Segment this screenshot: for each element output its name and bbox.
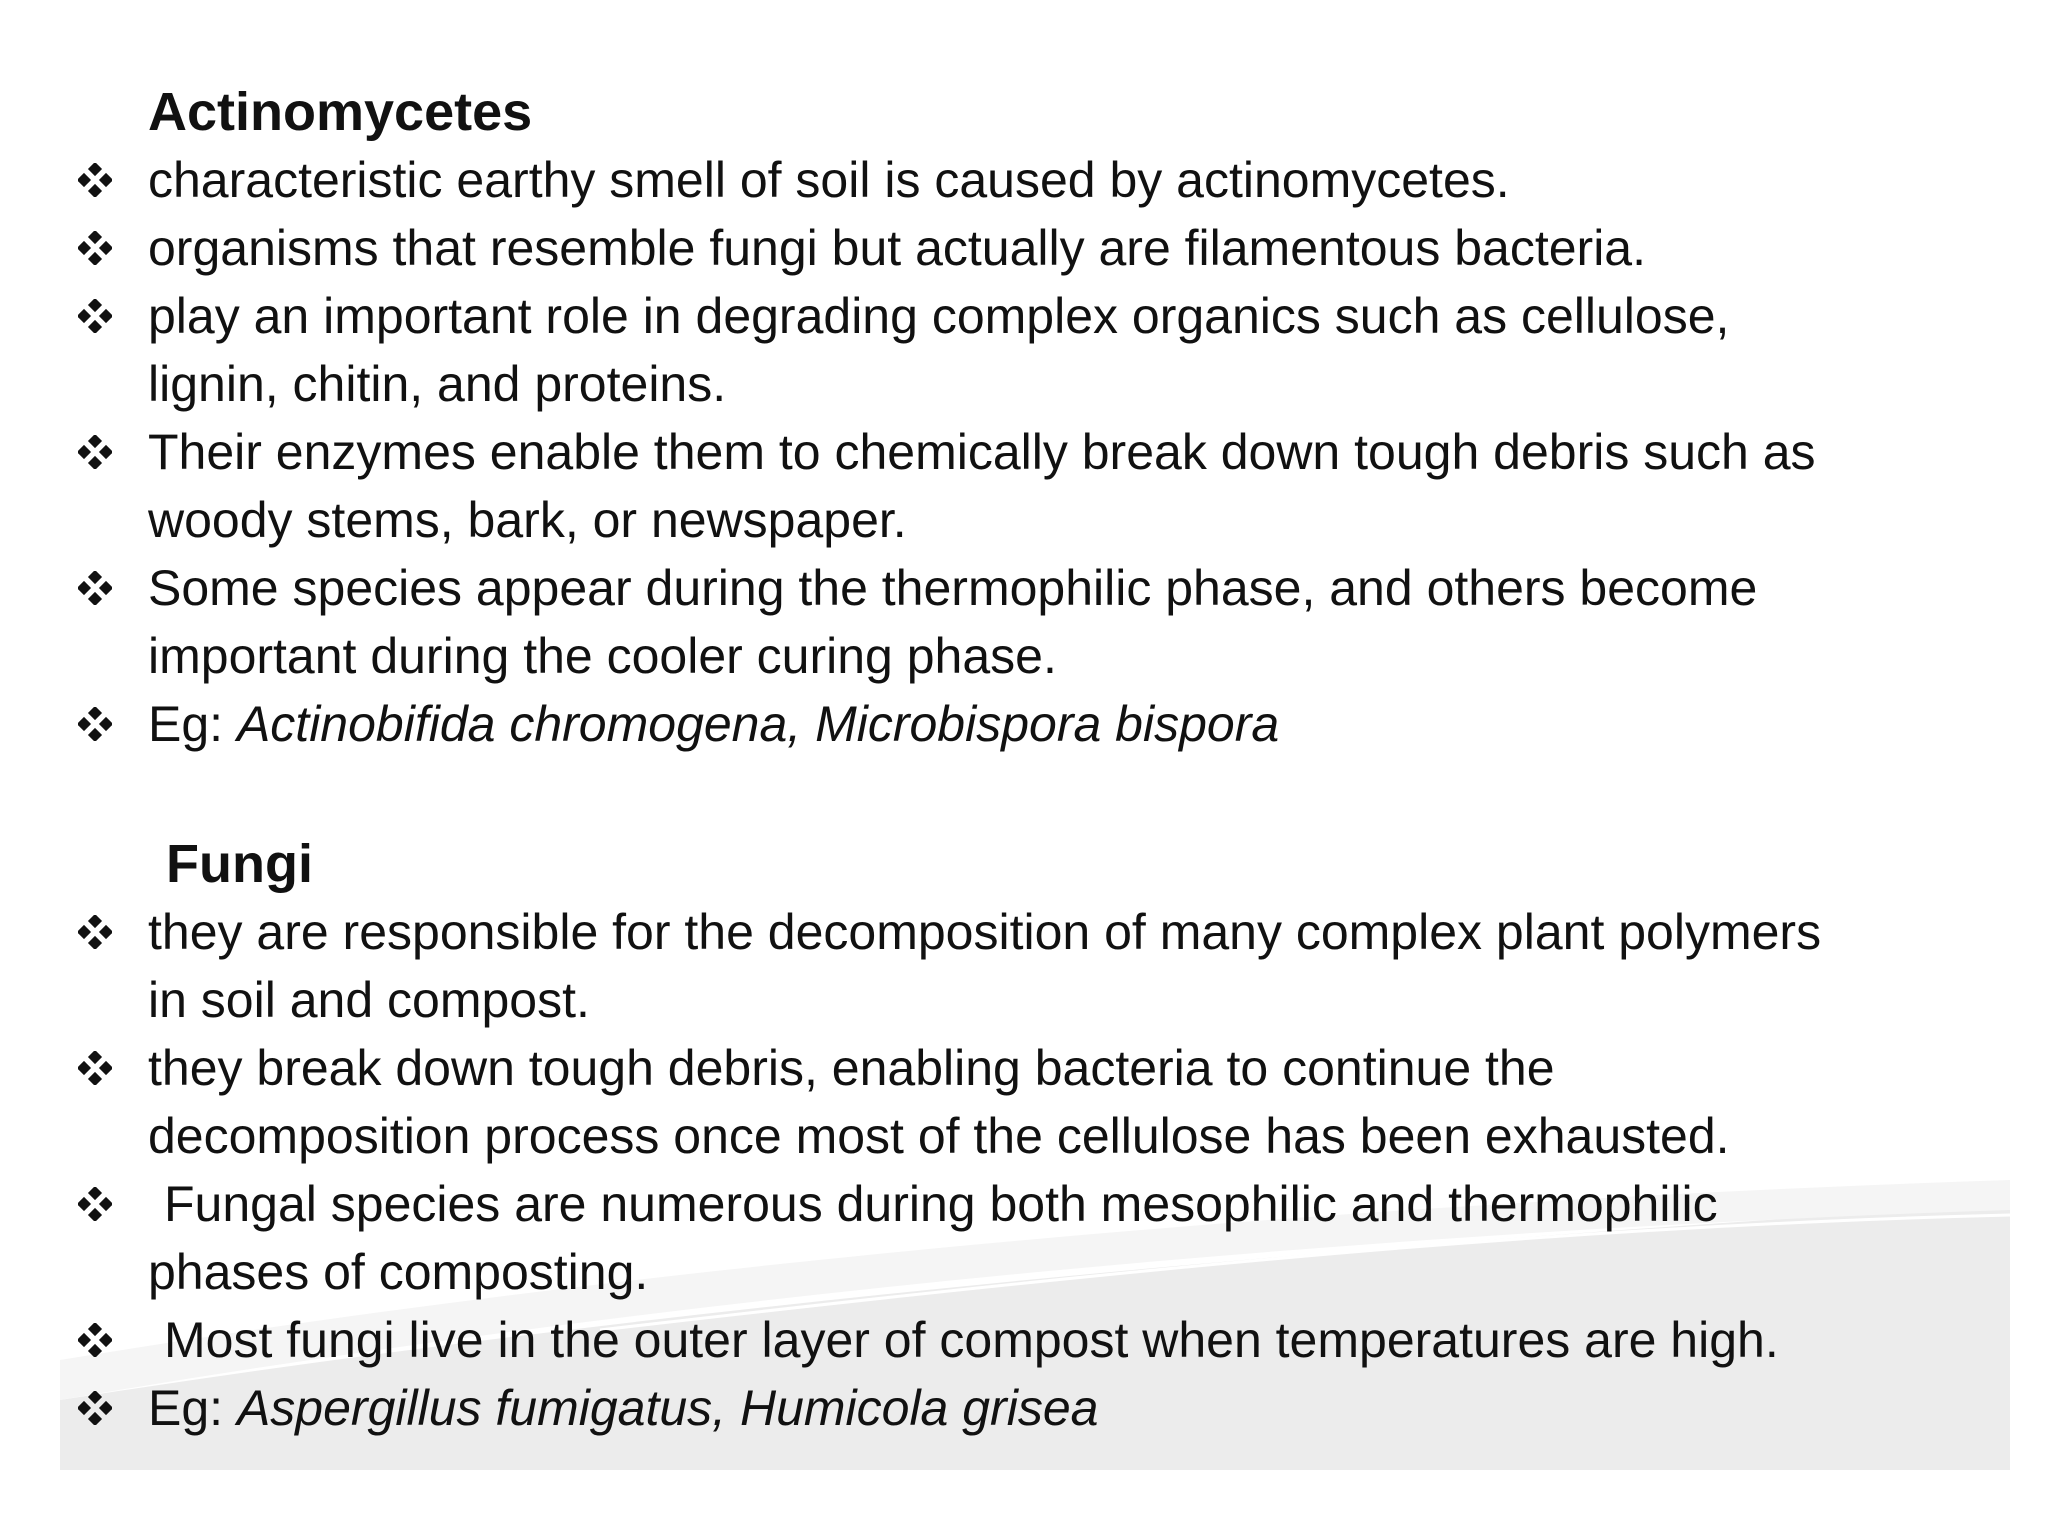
section-heading-actinomycetes: Actinomycetes [148, 82, 533, 142]
bullet-line: in soil and compost. [148, 972, 590, 1028]
bullet-item [78, 1170, 2018, 1306]
bullet-line: characteristic earthy smell of soil is caused by actinomycetes. [148, 152, 1510, 208]
bullet-line: lignin, chitin, and proteins. [148, 356, 727, 412]
bullet-item [78, 1034, 2018, 1170]
four-diamond-bullet-icon [78, 1034, 148, 1102]
four-diamond-bullet-icon [78, 1170, 148, 1238]
bullet-item [78, 690, 2018, 758]
bullet-line: they are responsible for the decomposition of many complex plant polymers [148, 904, 1822, 960]
four-diamond-bullet-icon [78, 214, 148, 282]
bullet-line: Fungal species are numerous during both mesophilic and thermophilic [164, 1176, 1718, 1232]
bullet-item [78, 898, 2018, 1034]
bullet-line: decomposition process once most of the cellulose has been exhausted. [148, 1108, 1730, 1164]
four-diamond-bullet-icon [78, 146, 148, 214]
bullet-text [148, 418, 1816, 554]
four-diamond-bullet-icon [78, 1306, 148, 1374]
bullet-item [78, 146, 2018, 214]
four-diamond-bullet-icon [78, 690, 148, 758]
bullet-item [78, 214, 2018, 282]
bullet-text [148, 898, 1821, 1034]
bullet-text [148, 1034, 1730, 1170]
example-species: Aspergillus fumigatus, Humicola grisea [236, 1380, 1099, 1436]
section-heading-fungi: Fungi [166, 834, 313, 894]
bullet-line: Some species appear during the thermophilic phase, and others become [148, 560, 1758, 616]
bullet-text [148, 146, 1510, 214]
bullet-line: they break down tough debris, enabling bacteria to continue the [148, 1040, 1555, 1096]
bullet-text [148, 1306, 1779, 1374]
bullet-item [78, 1374, 2018, 1442]
bullet-text [148, 554, 1757, 690]
example-prefix: Eg: [148, 1380, 237, 1436]
example-species: Actinobifida chromogena, Microbispora bispora [236, 696, 1280, 752]
four-diamond-bullet-icon [78, 554, 148, 622]
bullet-item [78, 554, 2018, 690]
bullet-item [78, 282, 2018, 418]
bullet-line: Most fungi live in the outer layer of compost when temperatures are high. [164, 1312, 1779, 1368]
bullet-text [148, 1374, 1098, 1442]
example-prefix: Eg: [148, 696, 237, 752]
bullet-line: important during the cooler curing phase. [148, 628, 1057, 684]
bullet-text [148, 282, 1729, 418]
bullet-item [78, 418, 2018, 554]
bullet-text [148, 214, 1646, 282]
bullet-item [78, 1306, 2018, 1374]
four-diamond-bullet-icon [78, 1374, 148, 1442]
bullet-line: play an important role in degrading complex organics such as cellulose, [148, 288, 1730, 344]
bullet-line: woody stems, bark, or newspaper. [148, 492, 907, 548]
bullet-line: Their enzymes enable them to chemically break down tough debris such as [148, 424, 1816, 480]
four-diamond-bullet-icon [78, 418, 148, 486]
bullet-line: organisms that resemble fungi but actually are filamentous bacteria. [148, 220, 1646, 276]
four-diamond-bullet-icon [78, 898, 148, 966]
bullet-text [148, 690, 1279, 758]
bullet-text [148, 1170, 1718, 1306]
four-diamond-bullet-icon [78, 282, 148, 350]
bullet-line: phases of composting. [148, 1244, 649, 1300]
